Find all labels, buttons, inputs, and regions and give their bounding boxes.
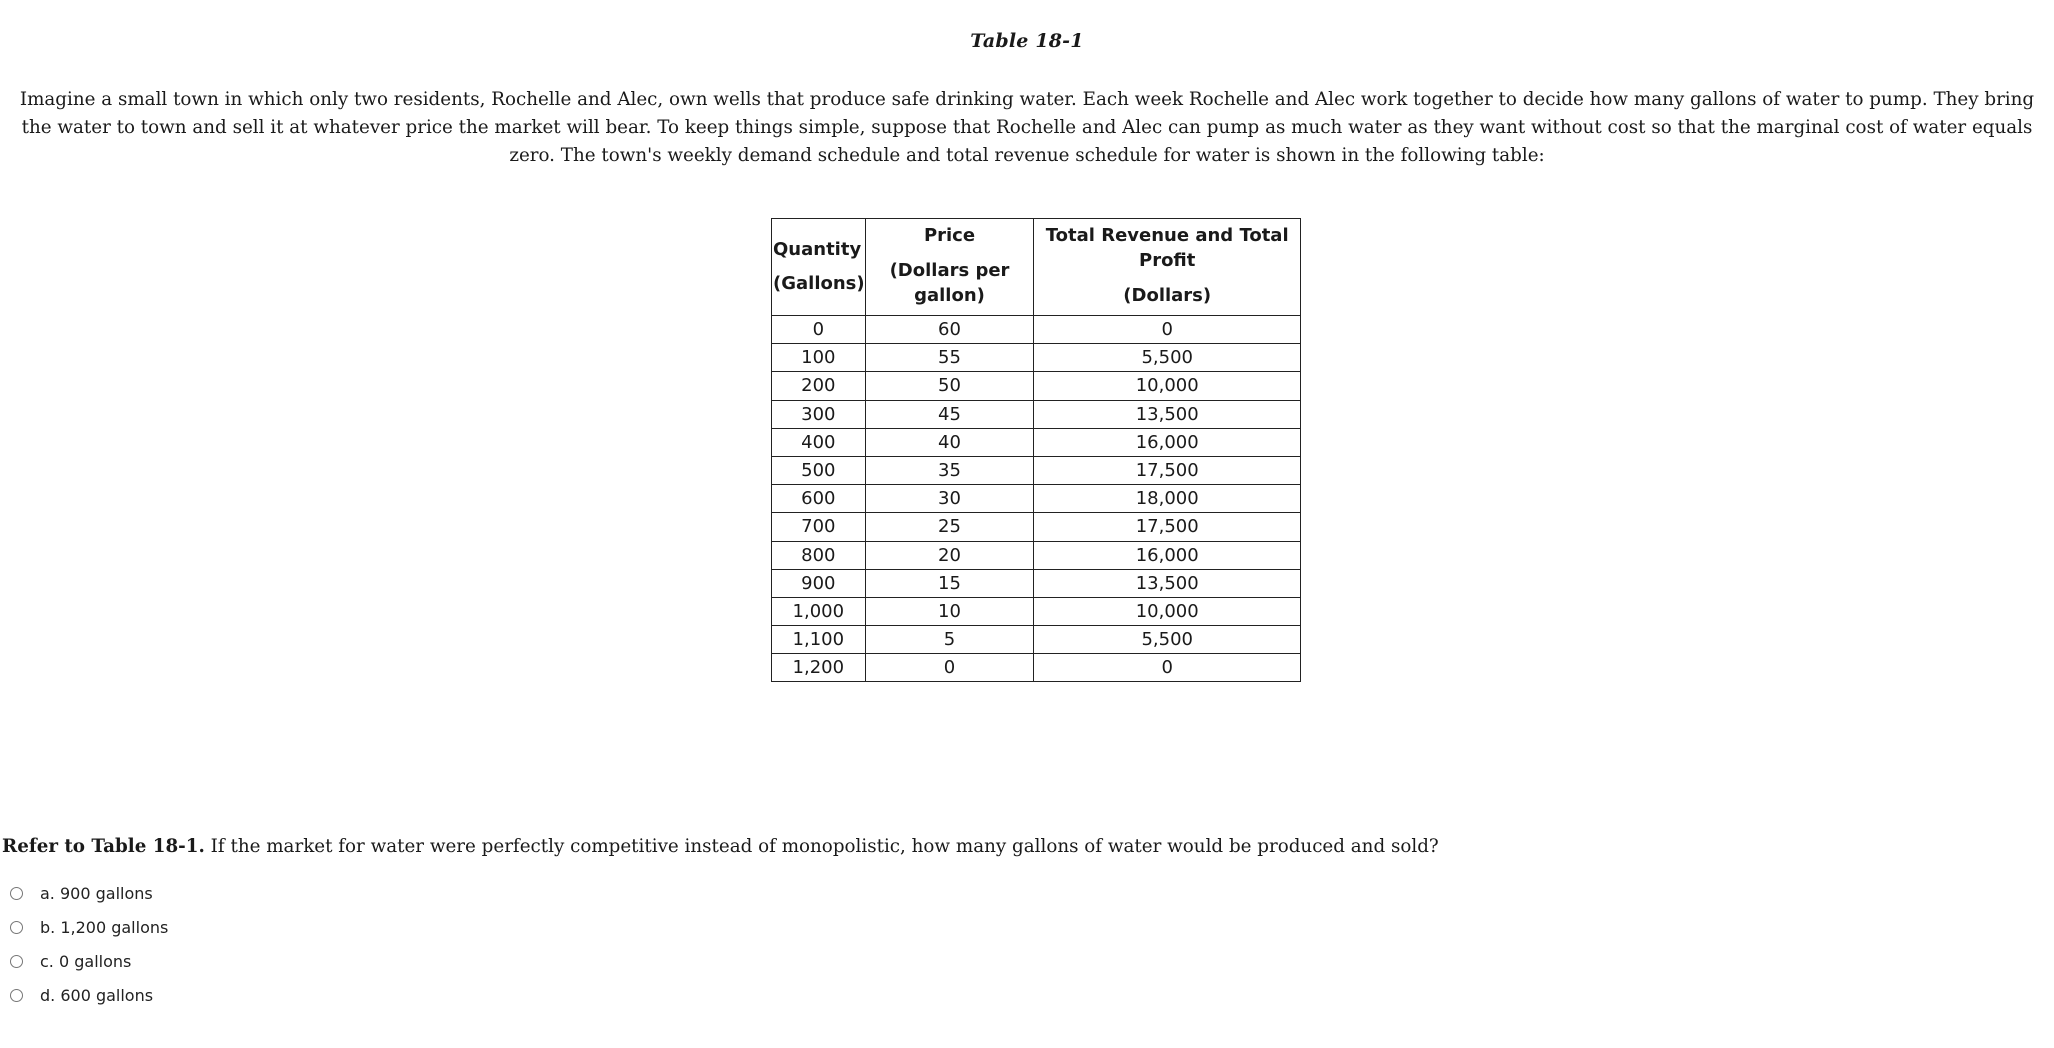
cell-revenue: 18,000: [1034, 485, 1301, 513]
intro-paragraph: Imagine a small town in which only two residents, Rochelle and Alec, own wells that produce safe drinking water. Each week Rochelle and Alec work together to decide how many gallons of water to pump. They bring the water to town and sell it at whatever price the market will bear. To keep things simple, suppose that Rochelle and Alec can pump as much water as they want without cost so that the marginal cost of water equals zero. The town's weekly demand schedule and total revenue schedule for water is shown in the following table:: [19, 89, 2035, 166]
cell-quantity: 1,000: [772, 597, 866, 625]
cell-price: 45: [865, 400, 1034, 428]
option-label: b. 1,200 gallons: [40, 917, 169, 937]
table-row: [772, 541, 1301, 569]
table-row: [772, 400, 1301, 428]
table-row: [772, 597, 1301, 625]
cell-quantity: 500: [772, 456, 866, 484]
cell-quantity: 300: [772, 400, 866, 428]
question-reference: Refer to Table 18-1.: [2, 836, 205, 857]
cell-revenue: 0: [1034, 654, 1301, 682]
cell-quantity: 0: [772, 316, 866, 344]
header-revenue: [1034, 219, 1301, 316]
option-b[interactable]: [10, 910, 168, 944]
cell-quantity: 900: [772, 569, 866, 597]
radio-button[interactable]: [10, 887, 23, 900]
cell-quantity: 1,100: [772, 626, 866, 654]
cell-price: 10: [865, 597, 1034, 625]
table-title: Table 18-1: [970, 30, 1084, 52]
cell-revenue: 16,000: [1034, 428, 1301, 456]
answer-options: [10, 876, 168, 1012]
question-body: If the market for water were perfectly competitive instead of monopolistic, how many gallons of water would be produced and sold?: [204, 836, 1439, 857]
cell-quantity: 800: [772, 541, 866, 569]
cell-quantity: 1,200: [772, 654, 866, 682]
cell-price: 60: [865, 316, 1034, 344]
table-row: [772, 654, 1301, 682]
header-revenue-unit: (Dollars): [1123, 285, 1212, 306]
cell-revenue: 13,500: [1034, 569, 1301, 597]
cell-revenue: 17,500: [1034, 456, 1301, 484]
table-row: [772, 513, 1301, 541]
cell-quantity: 400: [772, 428, 866, 456]
cell-price: 50: [865, 372, 1034, 400]
cell-price: 5: [865, 626, 1034, 654]
cell-quantity: 100: [772, 344, 866, 372]
cell-price: 55: [865, 344, 1034, 372]
option-label: c. 0 gallons: [40, 951, 132, 971]
cell-quantity: 200: [772, 372, 866, 400]
header-quantity-unit: (Gallons): [773, 273, 865, 294]
radio-button[interactable]: [10, 989, 23, 1002]
cell-revenue: 5,500: [1034, 626, 1301, 654]
table-header-row: [772, 219, 1301, 316]
table-row: [772, 372, 1301, 400]
demand-schedule-table: [771, 218, 1301, 682]
table-row: [772, 428, 1301, 456]
header-revenue-label: Total Revenue and Total Profit: [1045, 225, 1289, 271]
cell-price: 20: [865, 541, 1034, 569]
cell-revenue: 10,000: [1034, 372, 1301, 400]
table-row: [772, 456, 1301, 484]
option-d[interactable]: [10, 978, 168, 1012]
option-a[interactable]: [10, 876, 168, 910]
cell-price: 0: [865, 654, 1034, 682]
option-label: a. 900 gallons: [40, 883, 153, 903]
cell-price: 30: [865, 485, 1034, 513]
cell-price: 40: [865, 428, 1034, 456]
option-c[interactable]: [10, 944, 168, 978]
cell-revenue: 5,500: [1034, 344, 1301, 372]
table-row: [772, 626, 1301, 654]
header-price-label: Price: [923, 225, 976, 246]
cell-revenue: 16,000: [1034, 541, 1301, 569]
table-body: [772, 316, 1301, 682]
cell-price: 25: [865, 513, 1034, 541]
cell-revenue: 13,500: [1034, 400, 1301, 428]
header-price-unit: (Dollars per gallon): [889, 260, 1010, 306]
cell-revenue: 10,000: [1034, 597, 1301, 625]
radio-button[interactable]: [10, 921, 23, 934]
cell-quantity: 600: [772, 485, 866, 513]
question-text: [2, 836, 1439, 857]
cell-revenue: 17,500: [1034, 513, 1301, 541]
table-row: [772, 316, 1301, 344]
cell-quantity: 700: [772, 513, 866, 541]
cell-price: 35: [865, 456, 1034, 484]
header-quantity: [772, 219, 866, 316]
table-row: [772, 485, 1301, 513]
cell-price: 15: [865, 569, 1034, 597]
table-row: [772, 569, 1301, 597]
radio-button[interactable]: [10, 955, 23, 968]
header-price: [865, 219, 1034, 316]
table-row: [772, 344, 1301, 372]
cell-revenue: 0: [1034, 316, 1301, 344]
option-label: d. 600 gallons: [40, 985, 154, 1005]
header-quantity-label: Quantity: [773, 239, 862, 260]
